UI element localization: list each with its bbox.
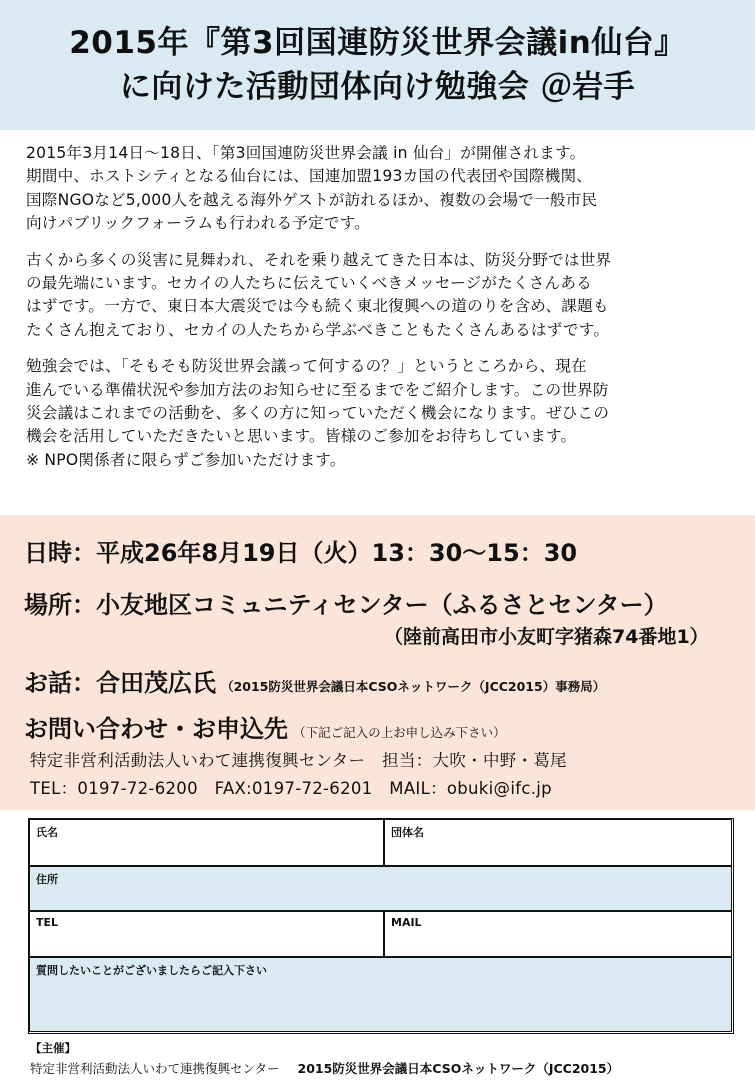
organizer-1: 特定非営利活動法人いわて連携復興センター	[30, 1061, 280, 1076]
organizer-footer	[30, 1040, 750, 1077]
name-field[interactable]	[29, 819, 384, 866]
organizer-contact-name: 特定非営利活動法人いわて連携復興センター 担当：大吹・中野・葛尾	[30, 751, 567, 770]
intro-text	[26, 142, 736, 485]
intro-paragraph-1	[26, 142, 736, 236]
event-datetime: 日時：平成26年8月19日（火）13：30〜15：30	[24, 539, 578, 567]
event-venue: 場所：小友地区コミュニティセンター（ふるさとセンター）	[24, 591, 668, 619]
intro-line: 期間中、ホストシティとなる仙台には、国連加盟193カ国の代表団や国際機関、	[26, 167, 593, 186]
mail-field[interactable]	[384, 911, 732, 957]
intro-line: 勉強会では、「そもそも防災世界会議って何するの？」というところから、現在	[26, 357, 587, 376]
intro-line: の最先端にいます。セカイの人たちに伝えていくべきメッセージがたくさんある	[26, 274, 592, 293]
title-banner	[0, 0, 755, 130]
intro-line: たくさん抱えており、セカイの人たちから学ぶべきこともたくさんあるはずです。	[26, 320, 610, 339]
speaker-name: お話：合田茂広氏	[24, 669, 216, 697]
intro-line: 機会を活用していただきたいと思います。皆様のご参加をお待ちしています。	[26, 427, 577, 446]
organizer-label: 【主催】	[30, 1041, 76, 1055]
group-label: 団体名	[391, 826, 424, 839]
address-field[interactable]	[29, 866, 732, 911]
intro-line: 2015年3月14日〜18日、「第3回国連防災世界会議 in 仙台」が開催されます。	[26, 144, 586, 162]
speaker-row	[24, 663, 605, 698]
contact-details: TEL：0197-72-6200 FAX:0197-72-6201 MAIL：obuki@ifc.jp	[30, 779, 552, 798]
event-info-panel	[0, 515, 755, 810]
name-label: 氏名	[36, 826, 58, 839]
intro-line: ※ NPO関係者に限らずご参加いただけます。	[26, 450, 346, 469]
event-address: （陸前高田市小友町字猪森74番地1）	[384, 626, 709, 648]
question-field[interactable]	[29, 957, 732, 1032]
title-line-2: に向けた活動団体向け勉強会 ＠岩手	[119, 69, 636, 105]
address-label: 住所	[36, 873, 58, 886]
title-line-1: 2015年『第3回国連防災世界会議in仙台』	[69, 25, 686, 61]
organizer-2: 2015防災世界会議日本CSOネットワーク（JCC2015）	[297, 1061, 620, 1076]
speaker-affiliation: （2015防災世界会議日本CSOネットワーク（JCC2015）事務局）	[221, 679, 606, 694]
tel-label: TEL	[36, 916, 59, 929]
intro-line: 国際NGOなど5,000人を越える海外ゲストが訪れるほか、複数の会場で一般市民	[26, 190, 598, 209]
intro-paragraph-3	[26, 355, 736, 472]
intro-line: 進んでいる準備状況や参加方法のお知らせに至るまでをご紹介します。この世界防	[26, 380, 609, 399]
organizer-list	[30, 1059, 750, 1077]
inquiry-heading: お問い合わせ・お申込先	[24, 715, 288, 743]
inquiry-row	[24, 709, 506, 744]
inquiry-note: （下記ご記入の上お申し込み下さい）	[293, 725, 506, 740]
intro-line: 向けパブリックフォーラムも行われる予定です。	[26, 214, 371, 233]
group-field[interactable]	[384, 819, 732, 866]
intro-line: 古くから多くの災害に見舞われ、それを乗り越えてきた日本は、防災分野では世界	[26, 250, 612, 269]
intro-paragraph-2	[26, 249, 736, 343]
mail-label: MAIL	[391, 916, 422, 929]
application-form	[28, 818, 734, 1034]
intro-line: 災会議はこれまでの活動を、多くの方に知っていただく機会になります。ぜひこの	[26, 404, 610, 423]
intro-line: はずです。一方で、東日本大震災では今も続く東北復興への道のりを含め、課題も	[26, 297, 609, 316]
question-label: 質問したいことがございましたらご記入下さい	[36, 964, 267, 977]
tel-field[interactable]	[29, 911, 384, 957]
